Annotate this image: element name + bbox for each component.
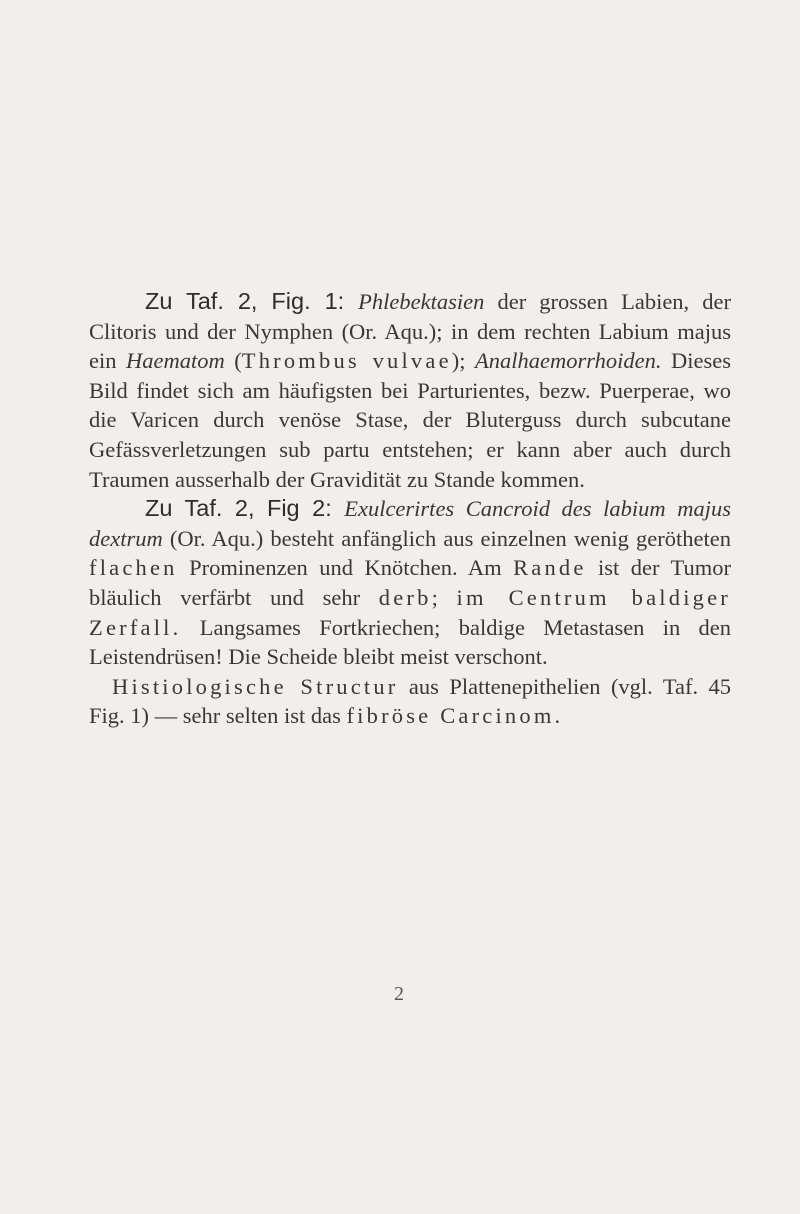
paragraph-1 [89, 287, 731, 494]
paragraph-2 [89, 494, 731, 672]
text-segment: aus Plattenepithelien (vgl. Taf. 45 Fig. 1) — sehr selten ist das [89, 673, 732, 729]
text-segment: im Centrum baldiger Zerfall. [89, 584, 731, 640]
text-segment: Analhaemorrhoiden. [475, 348, 662, 374]
text-segment: Langsames Fortkriechen; baldige Metastasen in den Leistendrüsen! Die Scheide bleibt meist verschont. [89, 614, 731, 670]
text-segment: ); [451, 348, 476, 374]
text-segment: (Or. Aqu.) besteht anfänglich aus einzelnen wenig gerötheten [162, 525, 731, 551]
text-segment: flachen [89, 555, 178, 581]
text-segment: Dieses Bild findet sich am häufigsten bei Parturientes, bezw. Puerperae, wo die Varicen durch venöse Stase, der Bluterguss durch subcutane Gefässverletzungen sub partu entstehen; er kann aber auch durch Traumen ausserhalb der Gravidität zu Stande kommen. [89, 348, 731, 492]
text-segment: derb [378, 584, 432, 610]
text-segment: der grossen Labien, der Clitoris und der Nymphen (Or. Aqu.); in dem rechten Labium majus ein [89, 289, 731, 374]
page-number: 2 [394, 983, 404, 1005]
text-segment: ; [431, 584, 457, 610]
text-segment: Phlebektasien [358, 289, 485, 314]
text-segment: ( [224, 348, 242, 374]
body-text [89, 287, 731, 731]
text-segment: fibröse Carcinom. [346, 703, 564, 729]
text-segment: Haematom [126, 348, 225, 374]
figure-reference-heading: Zu Taf. 2, Fig. 1: [145, 288, 359, 314]
text-segment: Exulcerirtes Cancroid des labium majus dextrum [89, 496, 731, 551]
text-segment: ist der Tumor bläulich verfärbt und sehr [89, 555, 731, 610]
text-segment: Histiologische Structur [112, 673, 399, 699]
text-segment: Rande [513, 555, 587, 581]
text-segment: Thrombus vulvae [241, 348, 452, 374]
figure-reference-heading: Zu Taf. 2, Fig 2: [145, 495, 345, 522]
paragraph-3 [89, 672, 731, 731]
text-segment: Prominenzen und Knötchen. Am [177, 555, 514, 581]
